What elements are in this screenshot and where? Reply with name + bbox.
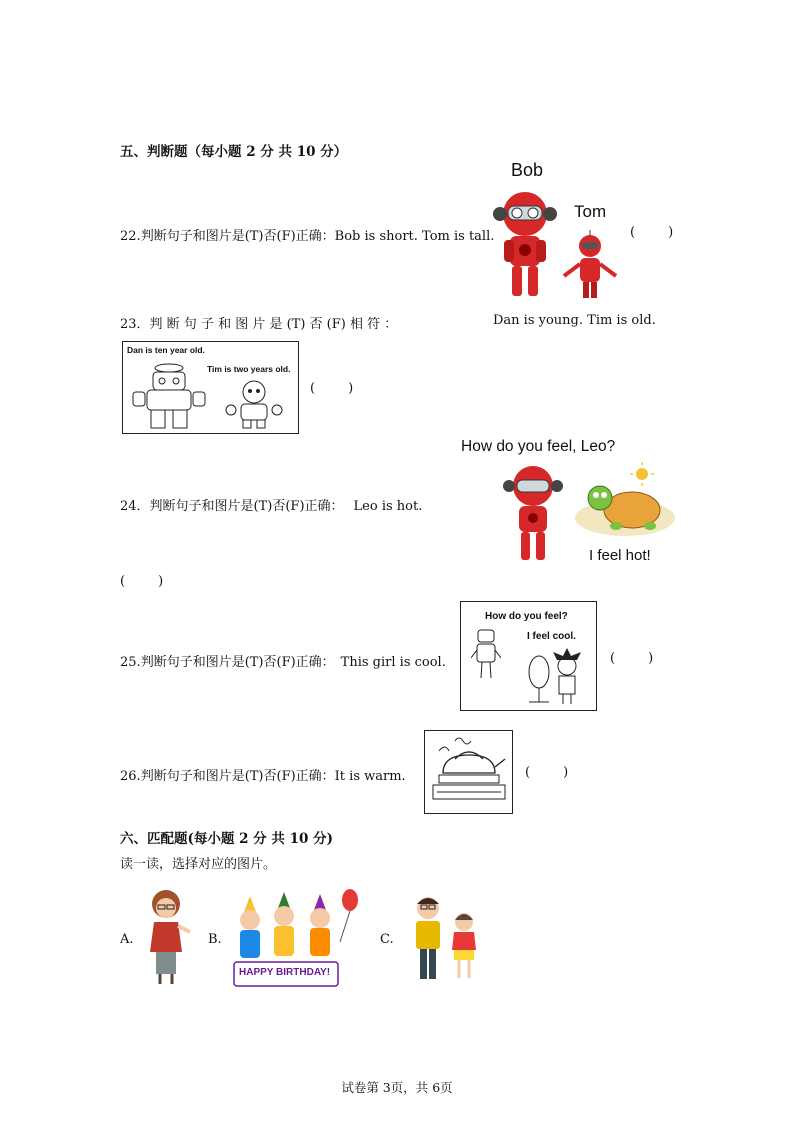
question-number: 24． — [120, 499, 150, 514]
question-prompt: 判断句子和图片是(T)否(F)正确： — [140, 769, 335, 784]
question-prompt: 判断句子和图片是(T)否(F)正确： — [149, 499, 344, 514]
answer-blank-24[interactable]: ( ) — [120, 574, 164, 589]
section-6-instruction: 读一读，选择对应的图片。 — [120, 857, 277, 872]
q24-speech-reply: I feel hot! — [589, 547, 651, 564]
q24-speech-question: How do you feel, Leo? — [461, 438, 616, 455]
answer-blank-22[interactable]: ( ) — [630, 225, 674, 240]
question-sentence: This girl is cool. — [340, 655, 446, 670]
section-6-heading: 六、匹配题(每小题 2 分 共 10 分) — [120, 831, 333, 847]
option-letter-a: A. — [120, 932, 134, 947]
q25-caption-reply: I feel cool. — [527, 631, 576, 642]
robot-dan-sketch — [129, 360, 209, 430]
question-23 — [120, 313, 397, 332]
question-22 — [120, 225, 494, 244]
option-letter-c: C. — [380, 932, 394, 947]
question-26 — [120, 765, 406, 784]
question-number: 22. — [120, 229, 141, 244]
answer-blank-26[interactable]: ( ) — [525, 765, 569, 780]
kettle-on-stove-sketch — [425, 731, 512, 813]
q23-caption-tim: Tim is two years old. — [207, 364, 291, 374]
question-number: 23． — [120, 317, 150, 332]
turtle-and-sun-illustration — [570, 462, 680, 542]
question-prompt: 判断句子和图片是(T)否(F)正确： — [140, 655, 335, 670]
question-23-sentence: Dan is young. Tim is old. — [493, 313, 656, 328]
option-c-man-and-girl-illustration — [404, 894, 484, 986]
page-footer: 试卷第 3页，共 6页 — [341, 1080, 453, 1095]
option-b-birthday-kids-illustration — [230, 886, 360, 996]
question-sentence: It is warm. — [334, 769, 406, 784]
q25-caption-question: How do you feel? — [485, 611, 568, 622]
question-25 — [120, 651, 446, 670]
answer-blank-25[interactable]: ( ) — [610, 651, 654, 666]
section-5-heading: 五、判断题（每小题 2 分 共 10 分） — [120, 144, 348, 160]
question-prompt: 判 断 句 子 和 图 片 是 (T) 否 (F) 相 符 ： — [149, 317, 398, 332]
robot-leo-illustration — [500, 460, 566, 565]
q23-caption-dan: Dan is ten year old. — [127, 345, 205, 355]
robot-tim-sketch — [221, 378, 287, 430]
question-number: 25. — [120, 655, 141, 670]
q25-picture-frame — [460, 601, 597, 711]
option-a-teacher-illustration — [142, 888, 194, 988]
q23-picture-frame — [122, 341, 299, 434]
question-sentence: Bob is short. Tom is tall. — [334, 229, 495, 244]
tom-label: Tom — [574, 202, 607, 221]
question-prompt: 判断句子和图片是(T)否(F)正确： — [140, 229, 335, 244]
robot-bob-illustration — [490, 182, 560, 302]
robot-tom-illustration — [560, 228, 620, 300]
birthday-banner-text: HAPPY BIRTHDAY! — [239, 967, 331, 978]
question-24 — [120, 495, 422, 514]
small-robot-sketch — [471, 626, 501, 682]
answer-blank-23[interactable]: ( ) — [310, 381, 354, 396]
girl-with-fan-sketch — [523, 644, 593, 706]
q26-kettle-frame — [424, 730, 513, 814]
question-number: 26. — [120, 769, 141, 784]
question-sentence: Leo is hot. — [353, 499, 423, 514]
bob-label: Bob — [511, 160, 544, 180]
option-letter-b: B. — [208, 932, 222, 947]
